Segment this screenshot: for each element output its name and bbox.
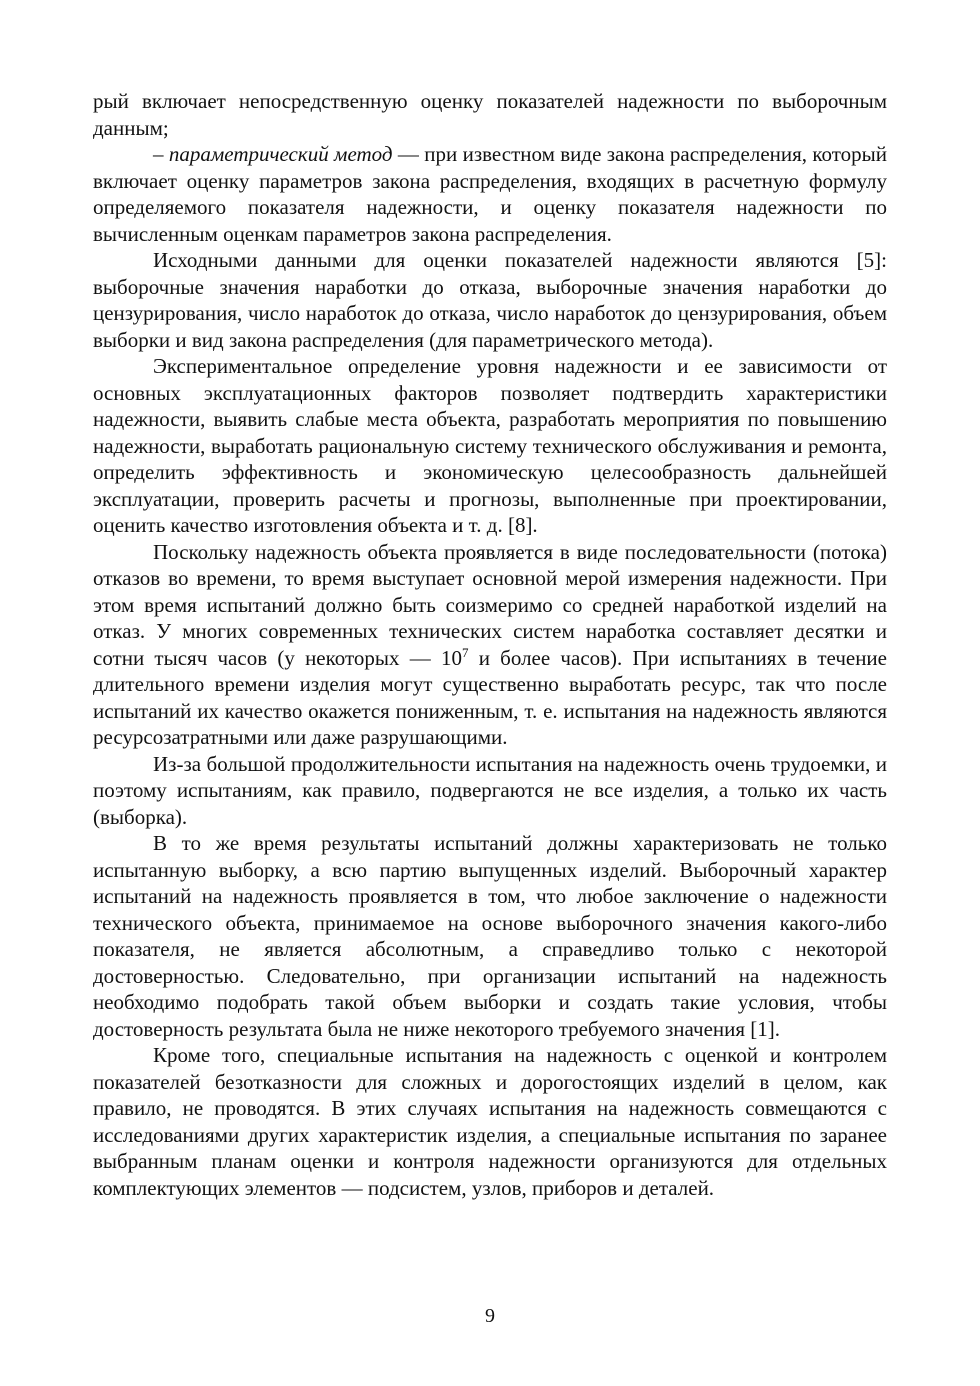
paragraph-text-after-superscript: и более часов). При испытаниях в течение длительного времени изделия могут существенно выработать ресурс, так что после испытаний их качество окажется пониженным, т. е. испытания на надежность являются ресурсозатратными или даже разрушающими. [93, 645, 887, 749]
list-dash: – [153, 142, 169, 166]
paragraph-source-data: Исходными данными для оценки показателей надежности являются [5]: выборочные значения наработки до отказа, выборочные значения наработки до цензурирования, число наработок до отказа, число наработок до цензурирования, объем выборки и вид закона распределения (для параметрического метода). [93, 248, 887, 352]
paragraph-experimental-determination: Экспериментальное определение уровня надежности и ее зависимости от основных эксплуатационных факторов позволяет подтвердить характеристики надежности, выявить слабые места объекта, разработать мероприятия по повышению надежности, выработать рациональную систему технического обслуживания и ремонта, определить эффективность и экономическую целесообразность дальнейшей эксплуатации, проверить расчеты и прогнозы, выполненные при проектировании, оценить качество изготовления объекта и т. д. [8]. [93, 354, 887, 537]
page-number: 9 [485, 1305, 495, 1327]
superscript-exponent: 7 [461, 644, 469, 660]
paragraph-sampling: Из-за большой продолжительности испытания на надежность очень трудоемки, и поэтому испытаниям, как правило, подвергаются не все изделия, а только их часть (выборка). [93, 751, 887, 829]
paragraph-sample-character: В то же время результаты испытаний должны характеризовать не только испытанную выборку, а всю партию выпущенных изделий. Выборочный характер испытаний на надежность проявляется в том, что любое заключение о надежности технического объекта, принимаемое на основе выборочного значения какого-либо показателя, не является абсолютным, а справедливо только с некоторой достоверностью. Следовательно, при организации испытаний на надежность необходимо подобрать такой объем выборки и создать такие условия, чтобы достоверность результата была не ниже некоторого требуемого значения [1]. [93, 831, 887, 1041]
paragraph-continuation: рый включает непосредственную оценку показателей надежности по выборочным данным; [93, 89, 887, 140]
paragraph-text-before-superscript: Поскольку надежность объекта проявляется в виде последовательности (потока) отказов во времени, то время выступает основной мерой измерения надежности. При этом время испытаний должно быть соизмеримо со средней наработкой изделий на отказ. У многих современных технических систем наработка составляет десятки и сотни тысяч часов (у некоторых — 10 [93, 539, 887, 670]
paragraph-special-tests: Кроме того, специальные испытания на надежность с оценкой и контролем показателей безотказности для сложных и дорогостоящих изделий в целом, как правило, не проводятся. В этих случаях испытания на надежность совмещаются с исследованиями других характеристик изделия, а специальные испытания по заранее выбранным планам оценки и контроля надежности организуются для отдельных комплектующих элементов — подсистем, узлов, приборов и деталей. [93, 1043, 887, 1200]
document-body [93, 88, 887, 1201]
paragraph-time-measure [93, 539, 887, 751]
italic-term: параметрический метод [168, 142, 393, 166]
paragraph-text: — при известном виде закона распределения, который включает оценку параметров закона распределения, входящих в расчетную формулу определяемого показателя надежности, и оценку показателя надежности по вычисленным оценкам параметров закона распределения. [93, 142, 888, 246]
paragraph-parametric-method [93, 141, 887, 247]
